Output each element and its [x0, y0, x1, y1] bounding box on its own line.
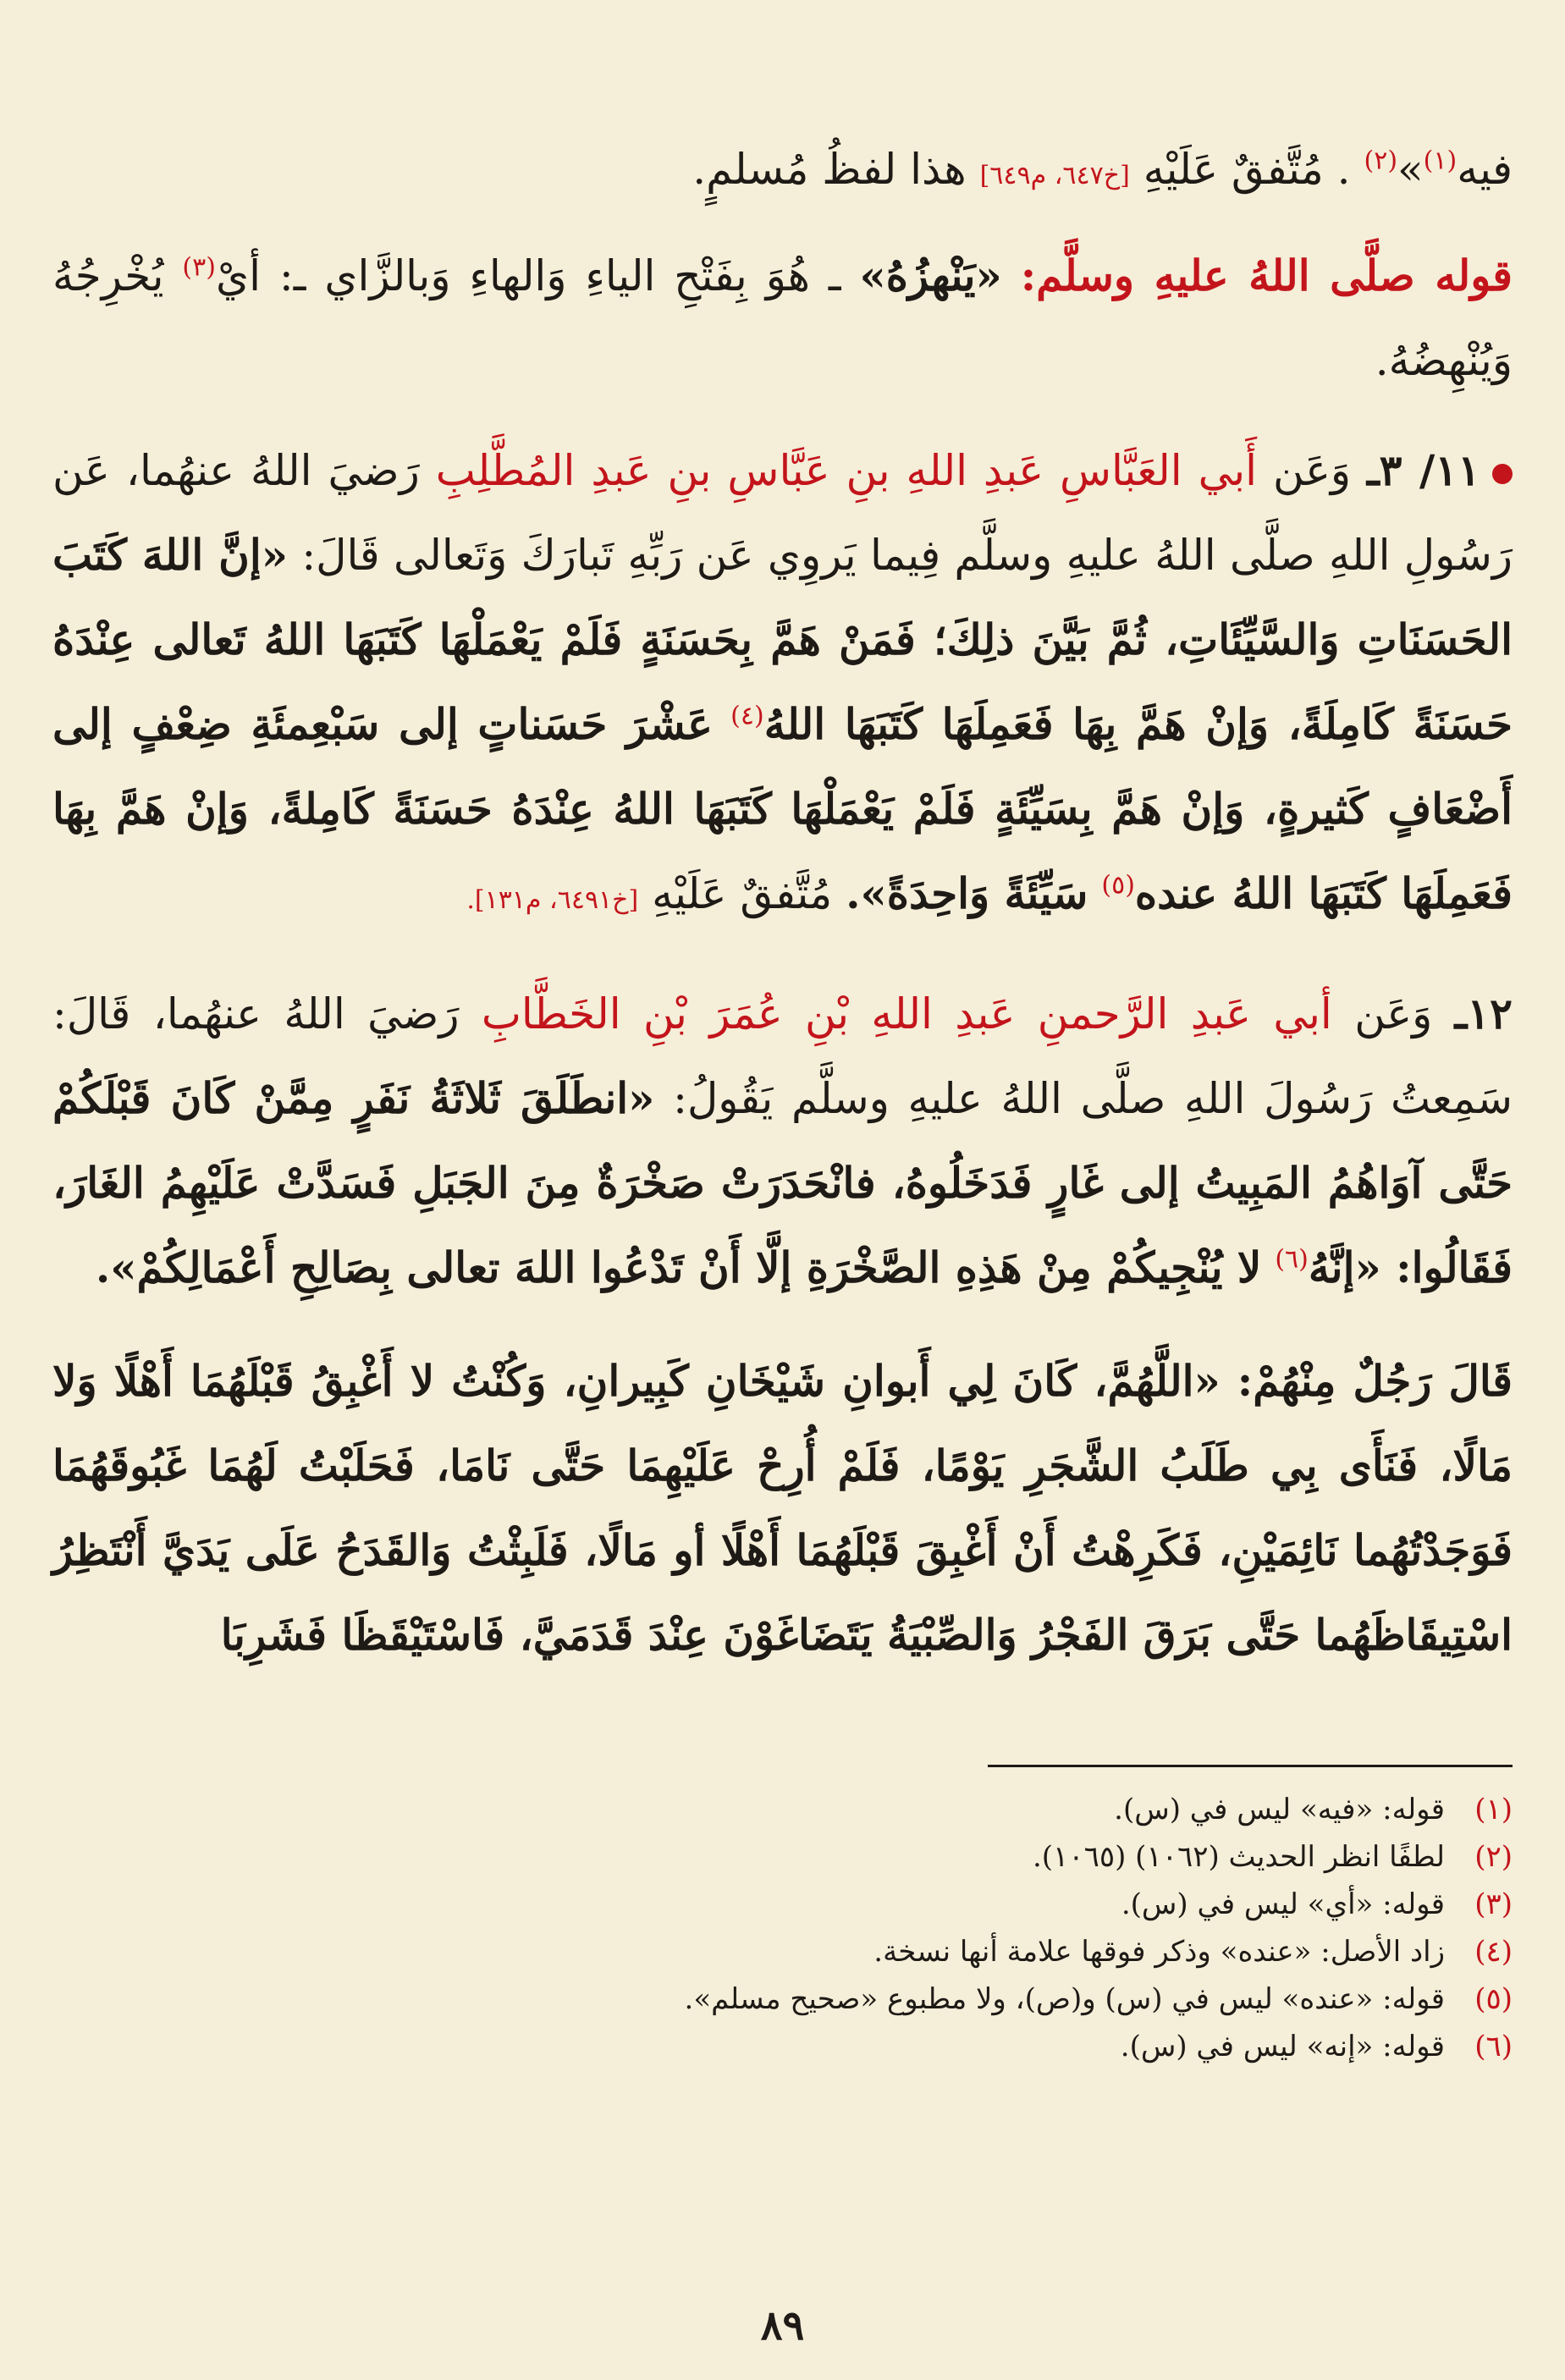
hadith-number: ١٢ـ	[1454, 989, 1513, 1038]
hadith-quote-1: «إنَّ اللهَ كَتَبَ الحَسَنَاتِ وَالسَّيِّئَاتِ، ثُمَّ بَيَّنَ ذلِكَ؛ فَمَنْ هَمَّ بِحَسَنَةٍ فَلَمْ يَعْمَلْهَا كَتَبَهَا اللهُ تَعالى عِنْدَهُ حَسَنَةً كَامِلَةً، وَإنْ هَمَّ بِهَا فَعَمِلَهَا كَتَبَهَا اللهُ	[52, 530, 1513, 749]
explanation-text: ـ هُوَ بِفَتْحِ الياءِ وَالهاءِ وَبالزَّاي ـ: أيْ	[215, 251, 841, 300]
footnote-text: قوله: «إنه» ليس في (س).	[1120, 2030, 1445, 2063]
footnote-item	[52, 1928, 1513, 1975]
explained-word: «يَنْهزُهُ»	[859, 251, 1002, 300]
footnote-number: (١)	[1474, 1793, 1513, 1826]
footnote-ref-1[interactable]: (١)	[1423, 146, 1458, 176]
hadith-intro: وَعَن	[1273, 446, 1352, 495]
explanation-label: قوله صلَّى اللهُ عليهِ وسلَّم:	[1020, 251, 1513, 300]
footnote-item	[52, 1786, 1513, 1833]
hadith-text: رَضيَ اللهُ عنهُما، عَن رَسُولِ اللهِ صلَّى اللهُ عليهِ وسلَّم فِيما يَروِي عَن رَبِّهِ تَبارَكَ وَتَعالى قَالَ:	[52, 446, 1513, 580]
footnote-number: (٥)	[1474, 1982, 1513, 2016]
hadith-11	[52, 428, 1513, 943]
footnote-number: (٤)	[1474, 1935, 1513, 1969]
source-reference: [خ٦٤٧، م٦٤٩]	[979, 161, 1130, 190]
hadith-quote-2: لا يُنْجِيكُمْ مِنْ هَذِهِ الصَّخْرَةِ إلَّا أَنْ تَدْعُوا اللهَ تعالى بِصَالِحِ أَعْمَالِكُمْ».	[95, 1242, 1262, 1292]
narrator-name: أَبي العَبَّاسِ عَبدِ اللهِ بنِ عَبَّاسِ بنِ عَبدِ المُطَّلِبِ	[435, 446, 1258, 495]
footnotes	[52, 1786, 1513, 2070]
footnote-text: قوله: «فيه» ليس في (س).	[1114, 1793, 1445, 1826]
quote-close: »	[1397, 145, 1424, 194]
footnote-ref-4[interactable]: (٤)	[730, 701, 764, 731]
footnote-divider	[988, 1765, 1513, 1767]
hadith-intro: وَعَن	[1354, 989, 1433, 1038]
hadith-quote-3: سَيِّئَةً وَاحِدَةً».	[846, 868, 1088, 918]
hadith-quote-1: «انطَلَقَ ثَلاثَةُ نَفَرٍ مِمَّنْ كَانَ قَبْلَكُمْ حَتَّى آوَاهُمُ المَبِيتُ إلى غَارٍ فَدَخَلُوهُ، فانْحَدَرَتْ صَخْرَةٌ مِنَ الجَبَلِ فَسَدَّتْ عَلَيْهِمُ الغَارَ، فَقَالُوا: «إنَّهُ	[52, 1073, 1513, 1292]
footnote-item	[52, 1881, 1513, 1928]
footnote-item	[52, 1975, 1513, 2023]
footnote-number: (٣)	[1474, 1887, 1513, 1921]
intro-tail: هذا لفظُ مُسلمٍ.	[692, 145, 967, 194]
intro-word: فيه	[1457, 145, 1513, 194]
footnote-number: (٦)	[1474, 2030, 1513, 2063]
footnote-number: (٢)	[1474, 1840, 1513, 1874]
story-text: قَالَ رَجُلٌ مِنْهُمْ: «اللَّهُمَّ، كَانَ لِي أَبوانِ شَيْخَانِ كَبِيرانِ، وَكُنْتُ لا أَغْبِقُ قَبْلَهُمَا أَهْلًا وَلا مَالًا، فَنَأَى بِي طَلَبُ الشَّجَرِ يَوْمًا، فَلَمْ أُرِحْ عَلَيْهِمَا حَتَّى نَامَا، فَحَلَبْتُ لَهُمَا غَبُوقَهُمَا فَوَجَدْتُهُما نَائِمَيْنِ، فَكَرِهْتُ أَنْ أَغْبِقَ قَبْلَهُمَا أَهْلًا أو مَالًا، فَلَبِثْتُ وَالقَدَحُ عَلَى يَدَيَّ أَنْتَظِرُ اسْتِيقَاظَهُما حَتَّى بَرَقَ الفَجْرُ وَالصِّبْيَةُ يَتَضَاغَوْنَ عِنْدَ قَدَمَيَّ، فَاسْتَيْقَظَا فَشَرِبَا	[52, 1356, 1513, 1660]
footnote-item	[52, 2023, 1513, 2070]
footnote-text: قوله: «أي» ليس في (س).	[1121, 1887, 1445, 1921]
narrator-name: أبي عَبدِ الرَّحمنِ عَبدِ اللهِ بْنِ عُمَرَ بْنِ الخَطَّابِ	[481, 989, 1332, 1038]
footnote-ref-2[interactable]: (٢)	[1364, 146, 1398, 176]
footnote-ref-3[interactable]: (٣)	[182, 252, 216, 283]
hadith-text: رَضيَ اللهُ عنهُما، قَالَ: سَمِعتُ رَسُولَ اللهِ صلَّى اللهُ عليهِ وسلَّم يَقُولُ:	[52, 989, 1513, 1123]
hadith-12	[52, 972, 1513, 1310]
bullet-dot-icon	[1492, 464, 1513, 484]
intro-paragraph	[52, 127, 1513, 218]
explanation-paragraph	[52, 234, 1513, 403]
footnote-text: قوله: «عنده» ليس في (س) و(ص)، ولا مطبوع «صحيح مسلم».	[684, 1982, 1445, 2016]
agreed-upon: . مُتَّفقٌ عَلَيْهِ	[1143, 145, 1351, 194]
story-paragraph	[52, 1339, 1513, 1678]
source-reference: [خ٦٤٩١، م١٣١].	[466, 885, 639, 915]
agreed-upon: مُتَّفقٌ عَلَيْهِ	[652, 869, 833, 918]
explanation-text-2: يُخْرِجُهُ وَيُنْهِضُهُ.	[52, 251, 1513, 385]
footnote-text: زاد الأصل: «عنده» وذكر فوقها علامة أنها نسخة.	[873, 1935, 1445, 1969]
hadith-quote-2: عَشْرَ حَسَناتٍ إلى سَبْعِمئَةِ ضِعْفٍ إلى أَضْعَافٍ كَثيرةٍ، وَإنْ هَمَّ بِسَيِّئَةٍ فَلَمْ يَعْمَلْهَا كَتَبَهَا اللهُ عِنْدَهُ حَسَنَةً كَامِلةً، وَإنْ هَمَّ بِهَا فَعَمِلَهَا كَتَبَهَا اللهُ عنده	[52, 699, 1513, 918]
footnote-ref-5[interactable]: (٥)	[1101, 870, 1135, 901]
hadith-number: ١١/ ٣ـ	[1367, 445, 1480, 495]
footnote-ref-6[interactable]: (٦)	[1275, 1244, 1309, 1275]
page-number: ٨٩	[760, 2302, 805, 2350]
main-text	[52, 127, 1513, 1678]
footnote-text: لطفًا انظر الحديث (١٠٦٢) (١٠٦٥).	[1032, 1840, 1445, 1874]
footnote-item	[52, 1833, 1513, 1881]
